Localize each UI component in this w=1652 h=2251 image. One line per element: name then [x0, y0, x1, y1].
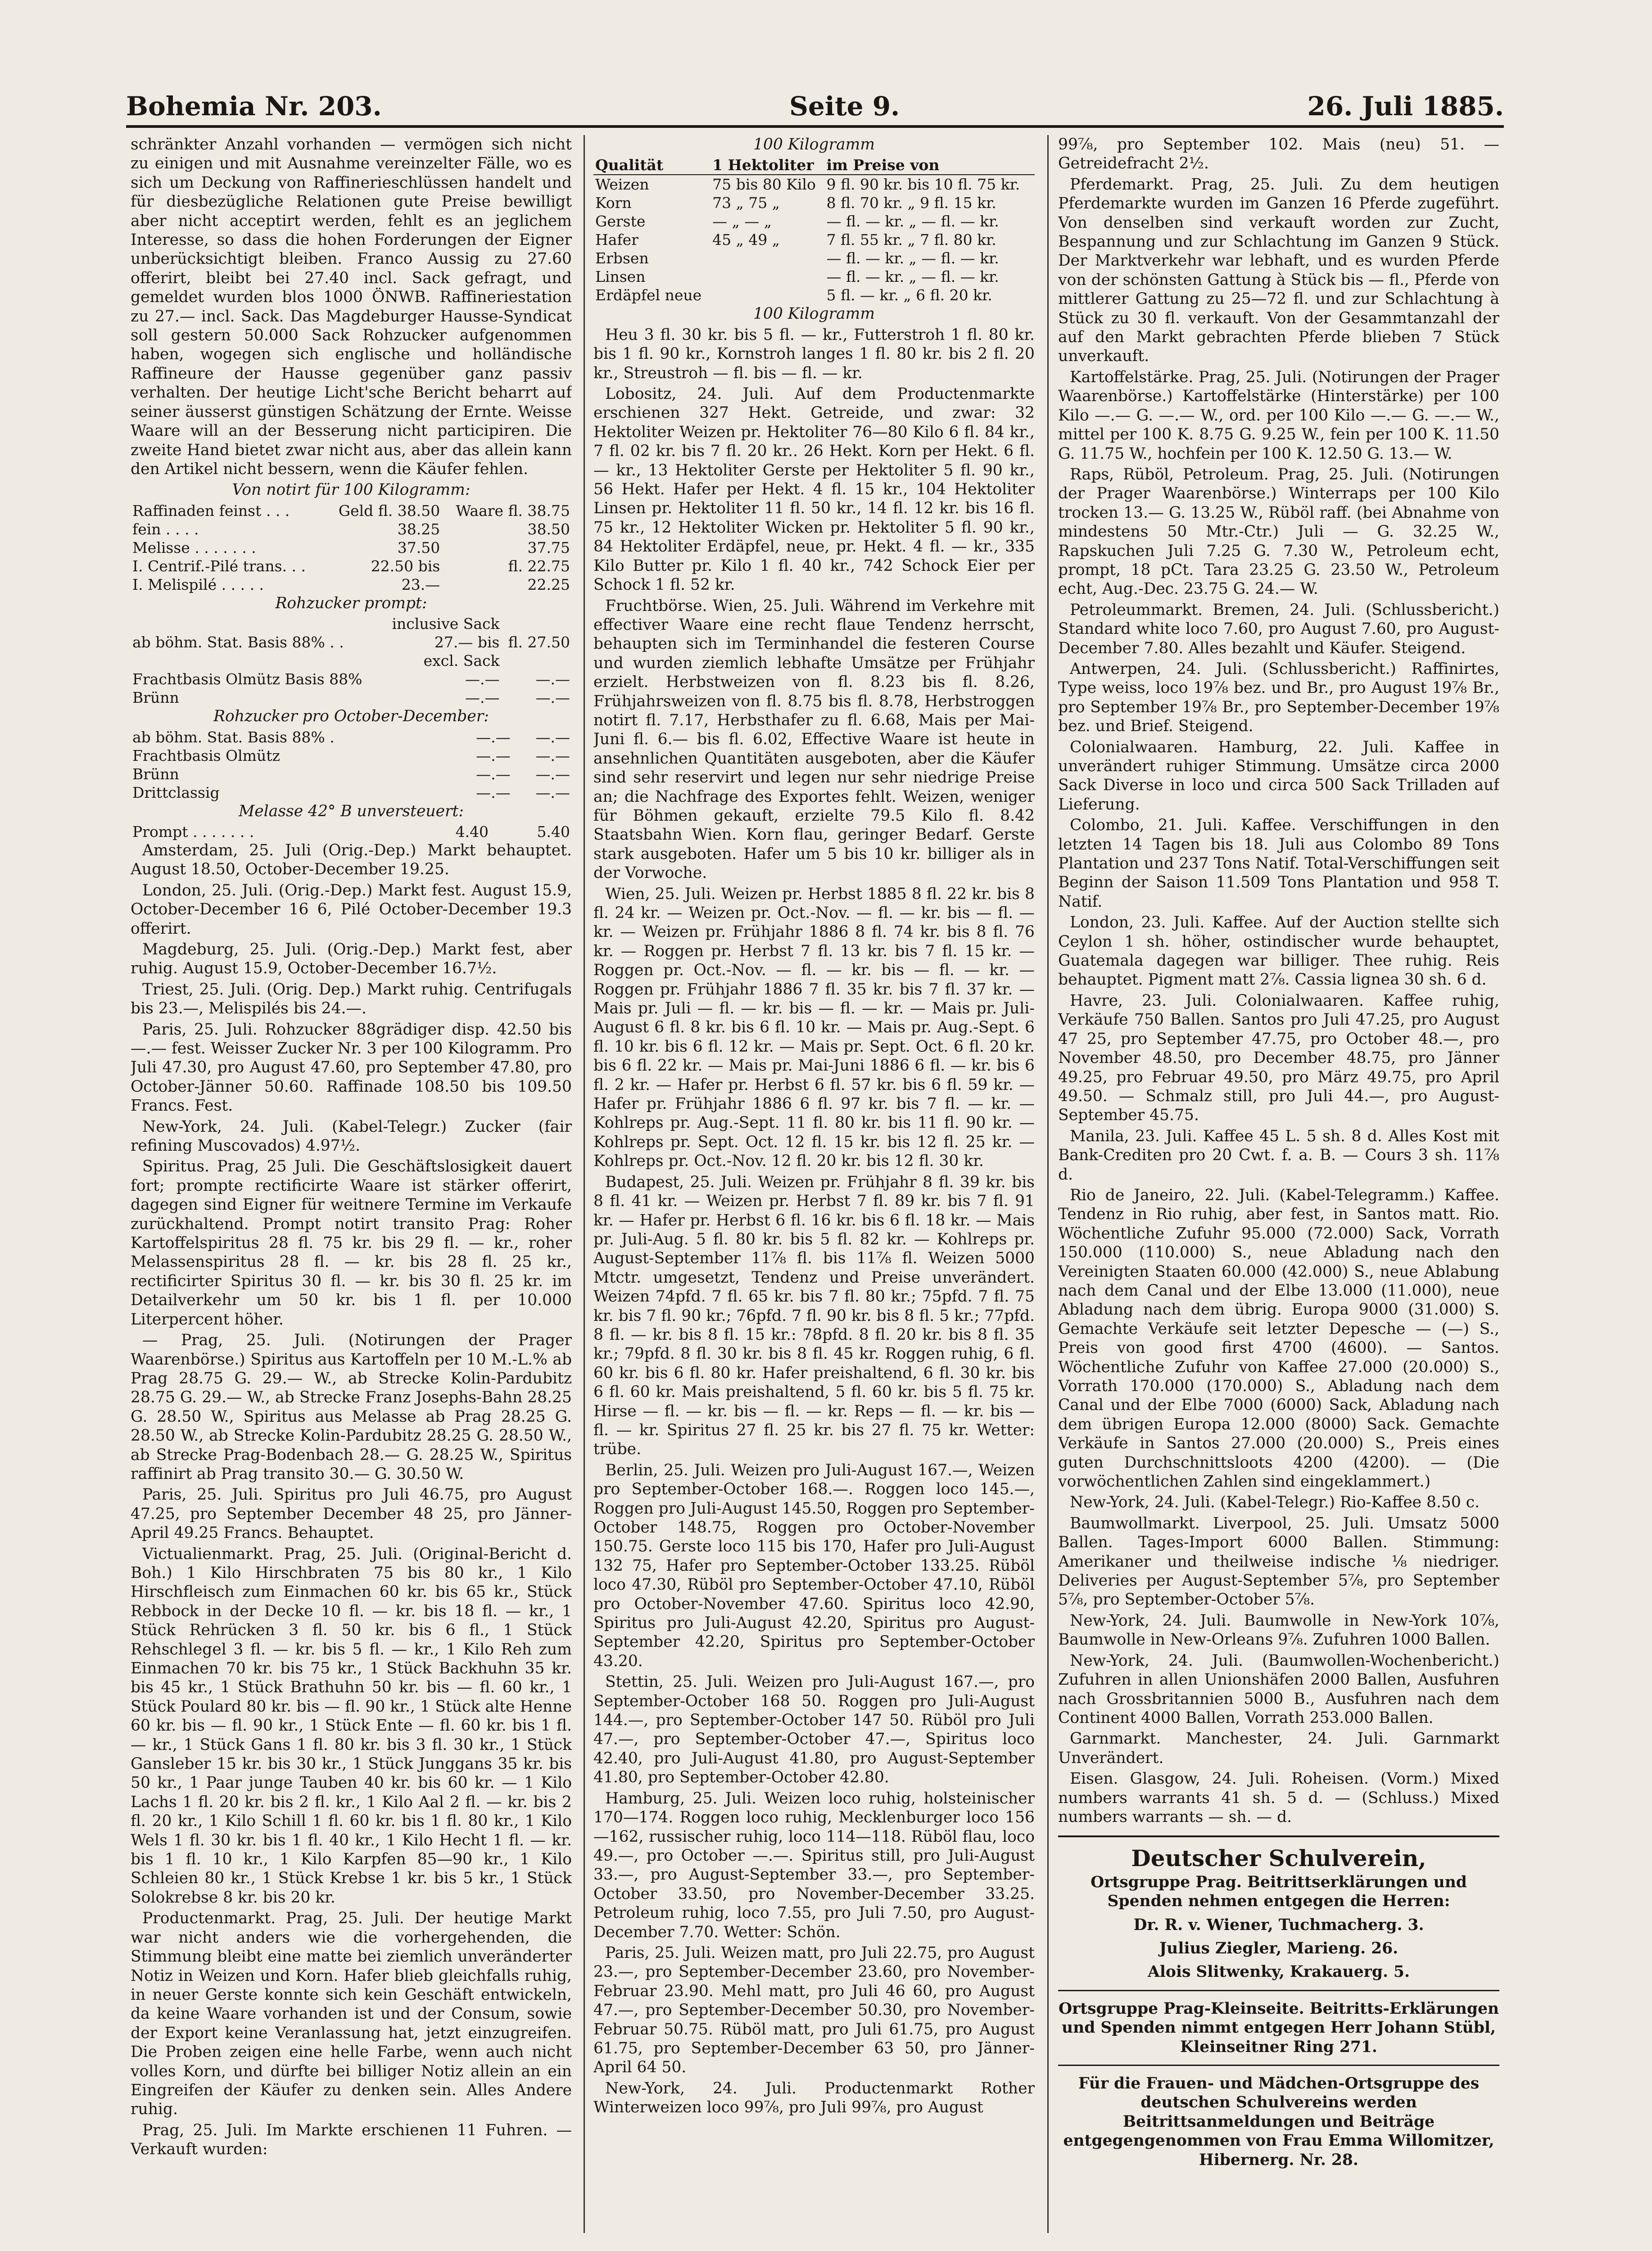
- table-cell: Brünn: [132, 765, 179, 783]
- table-row: [593, 286, 1035, 304]
- masthead-issue: Bohemia Nr. 203.: [126, 91, 382, 122]
- table-cell: — „ — „: [712, 212, 772, 231]
- article-paragraph: Fruchtbörse. Wien, 25. Juli. Während im Verkehre mit effectiver Waare eine recht flaue Tendenz herrscht, behaupten sich im Terminhandel die festeren Course und wurden ziemlich lebhafte Umsätze per Frühjahr erzielt. Herbstweizen von fl. 8.23 bis fl. 8.26, Frühjahrsweizen von fl. 8.75 bis fl. 8.78, Herbstroggen notirt fl. 7.17, Herbsthafer zu fl. 6.68, Mais per Mai-Juni fl. 6.— bis fl. 6.02, Effective Waare ist heute in ansehnlichen Quantitäten ausgeboten, aber die Käufer sind sehr reservirt und legen nur sehr niedrige Preise an; die Nachfrage des Exportes fehlt. Weizen, weniger für Böhmen gekauft, erzielte 79.5 Kilo fl. 8.42 Staatsbahn Wien. Korn flau, geringer Bedarf. Gerste stark ausgeboten. Hafer um 5 bis 10 kr. billiger als in der Vorwoche.: [593, 597, 1035, 882]
- article-paragraph: schränkter Anzahl vorhanden — vermögen sich nicht zu einigen und mit Ausnahme vereinzelter Fälle, wo es sich um Deckung von Raffinerieschlüssen handelt und für diesbezügliche Relationen gute Preise bewilligt aber nicht acceptirt werden, fehlt es an jeglichem Interesse, so dass die hohen Forderungen der Eigner unberücksichtigt bleiben. Franco Aussig zu 27.60 offerirt, bleibt bei 27.40 incl. Sack gefragt, und gemeldet wurden blos 1000 ÖNWB. Raffineriestation zu 27.— incl. Sack. Das Magdeburger Hausse-Syndicat soll gestern 50.000 Sack Rohzucker aufgenommen haben, wogegen sich englische und holländische Raffineure der Hausse gegenüber ganz passiv verhalten. Der heutige Licht'sche Bericht beharrt auf seiner äusserst günstigen Schätzung der Ernte. Weisse Waare will an der Besserung nicht participiren. Die zweite Hand bietet zwar nicht aus, aber das allein kann den Artikel nicht bessern, wenn die Käufer fehlen.: [131, 136, 572, 478]
- article-paragraph: Paris, 25. Juli. Weizen matt, pro Juli 22.75, pro August 23.—, pro September-December 23.60, pro November-Februar 23.90. Mehl matt, pro Juli 46 60, pro August 47.—, pro September-December 50.30, pro November-Februar 50.75. Rüböl matt, pro Juli 61.75, pro August 61.75, pro September-December 63 50, pro Jänner-April 64 50.: [593, 1944, 1035, 2077]
- article-paragraph: Victualienmarkt. Prag, 25. Juli. (Original-Bericht d. Boh.) 1 Kilo Hirschbraten 75 bis 80 kr., 1 Kilo Hirschfleisch zum Einmachen 60 kr. bis 65 kr., Stück Rebbock in der Decke 10 fl. — kr. bis 18 fl. — kr., 1 Stück Rehrücken 3 fl. 50 kr. bis 6 fl., 1 Stück Rehschlegel 3 fl. — kr. bis 5 fl. — kr., 1 Kilo Reh zum Einmachen 70 kr. bis 75 kr., 1 Stück Backhuhn 35 kr. bis 45 kr., 1 Stück Brathuhn 50 kr. bis — fl. 60 kr., 1 Stück Poulard 80 kr. bis — fl. 90 kr., 1 Stück alte Henne 60 kr. bis — fl. 90 kr., 1 Stück Ente — fl. 60 kr. bis 1 fl. — kr., 1 Stück Gans 1 fl. 80 kr. bis 3 fl. 30 kr., 1 Stück Gansleber 15 kr. bis 30 kr., 1 Stück Junggans 35 kr. bis 50 kr., 1 Paar junge Tauben 40 kr. bis 60 kr. — 1 Kilo Lachs 1 fl. 20 kr. bis 2 fl. kr., 1 Kilo Aal 2 fl. — kr. bis 2 fl. 20 kr., 1 Kilo Schill 1 fl. 60 kr. bis 1 fl. 80 kr., 1 Kilo Wels 1 fl. 30 kr. bis 1 fl. 40 kr., 1 Kilo Hecht 1 fl. — kr. bis 1 fl. 10 kr., 1 Kilo Karpfen 85—90 kr., 1 Kilo Schleien 80 kr., 1 Stück Krebse 1 kr. bis 5 kr., 1 Stück Solokrebse 8 kr. bis 20 kr.: [131, 1545, 572, 1907]
- article-paragraph: Raps, Rüböl, Petroleum. Prag, 25. Juli. (Notirungen der Prager Waarenbörse.) Winterraps per 100 Kilo trocken 13.— G. 13.25 W., Rüböl raff. (bei Abnahme von mindestens 50 Mtr.-Ctr.) Juli — G. 32.25 W., Rapskuchen Juli 7.25 G. 7.30 W., Petroleum echt, prompt, 18 pCt. Tara 23.25 G. 23.50 W., Petroleum echt, Aug.-Dec. 23.75 G. 24.— W.: [1058, 465, 1499, 598]
- table-cell: —.—: [535, 746, 570, 764]
- table-cell: Weizen: [595, 176, 649, 194]
- table-row: [131, 765, 572, 783]
- column-1: [131, 135, 572, 2233]
- table-cell: 8 fl. 70 kr. „ 9 fl. 15 kr.: [826, 194, 996, 212]
- table-cell: Gerste: [595, 212, 646, 231]
- table-cell: 38.25: [397, 520, 440, 538]
- table-cell: 27.— bis: [434, 633, 500, 651]
- table-row: [593, 175, 1035, 194]
- advert-contact: Dr. R. v. Wiener, Tuchmacherg. 3.: [1133, 1916, 1424, 1934]
- table-header-cell: 1 Hektoliter: [711, 156, 824, 175]
- advert-text: Für die Frauen- und Mädchen-Ortsgruppe des deutschen Schulvereins werden Beitrittsanmeldungen und Beiträge entgegengenommen von Frau Emma Willomitzer, Hibernerg. Nr. 28.: [1063, 2075, 1494, 2169]
- table-row: [131, 557, 572, 575]
- table-row: [593, 267, 1035, 286]
- article-paragraph: Petroleummarkt. Bremen, 24. Juli. (Schlussbericht.) Standard white loco 7.60, pro August 7.60, pro August-December 7.80. Alles bezahlt und Käufer. Steigend.: [1058, 601, 1499, 657]
- table-cell: 73 „ 75 „: [712, 194, 780, 212]
- article-paragraph: Prag, 25. Juli. Im Markte erschienen 11 Fuhren. — Verkauft wurden:: [131, 2121, 572, 2159]
- section-subtitle: Rohzucker pro October-December:: [213, 707, 489, 726]
- table-cell: 38.50: [527, 520, 570, 538]
- table-cell: [502, 615, 572, 633]
- sugar-price-table: [131, 502, 572, 594]
- table-cell: Geld fl. 38.50: [338, 502, 440, 520]
- section-subtitle: 100 Kilogramm: [753, 305, 875, 323]
- article-paragraph: Eisen. Glasgow, 24. Juli. Roheisen. (Vorm.) Mixed numbers warrants 41 sh. 5 d. — (Schluss.) Mixed numbers warrants — sh. — d.: [1058, 1770, 1499, 1826]
- article-paragraph: New-York, 24. Juli. (Baumwollen-Wochenbericht.) Zufuhren in allen Unionshäfen 2000 Ballen, Ausfuhren nach Grossbritannien 5000 B., Ausfuhren nach dem Continent 4000 Ballen, Vorrath 253.000 Ballen.: [1058, 1651, 1499, 1727]
- masthead-page-number: Seite 9.: [789, 91, 900, 122]
- table-row: [131, 783, 572, 802]
- article-paragraph: Pferdemarkt. Prag, 25. Juli. Zu dem heutigen Pferdemarkte wurden im Ganzen 16 Pferde zugeführt. Von denselben sind verkauft worden zur Zucht, Bespannung und zur Schlachtung im Ganzen 9 Stück. Der Marktverkehr war lebhaft, und es wurden Pferde von der schönsten Gattung à Stück bis — fl., Pferde von mittlerer Gattung zu 25—72 fl. und zur Schlachtung à Stück zu 30 fl. verkauft. Von der Gesammtanzahl der auf den Markt gebrachten Pferde blieben 7 Stück unverkauft.: [1058, 175, 1499, 366]
- table-cell: Frachtbasis Olmütz Basis 88%: [132, 670, 362, 688]
- article-paragraph: Heu 3 fl. 30 kr. bis 5 fl. — kr., Futterstroh 1 fl. 80 kr. bis 1 fl. 90 kr., Kornstroh langes 1 fl. 80 kr. bis 2 fl. 20 kr., Streustroh — fl. bis — fl. — kr.: [593, 325, 1035, 382]
- table-cell: 37.50: [397, 538, 440, 556]
- advert-text: Ortsgruppe Prag-Kleinseite. Beitritts-Erklärungen und Spenden nimmt entgegen Herr Johann Stübl, Kleinseitner Ring 271.: [1058, 1999, 1499, 2056]
- table-cell: 37.75: [527, 538, 570, 556]
- table-cell: 5.40: [537, 823, 570, 841]
- article-paragraph: Kartoffelstärke. Prag, 25. Juli. (Notirungen der Prager Waarenbörse.) Kartoffelstärke (Hinterstärke) per 100 Kilo —.— G. —.— W., ord. per 100 Kilo —.— G. —.— W., mittel per 100 K. 8.75 G. 9.25 W., fein per 100 K. 11.50 G. 11.75 W., hochfein per 100 K. 12.50 G. 13.— W.: [1058, 368, 1499, 463]
- article-paragraph: New-York, 24. Juli. Productenmarkt Rother Winterweizen loco 99⅞, pro Juli 99⅞, pro August: [593, 2079, 1035, 2117]
- table-row: [593, 194, 1035, 212]
- table-cell: 22.25: [527, 575, 570, 593]
- table-row: [131, 633, 572, 651]
- table-cell: —.—: [535, 670, 570, 688]
- table-cell: —.—: [476, 783, 511, 801]
- table-row: [131, 502, 572, 520]
- table-row: [593, 249, 1035, 267]
- article-paragraph: New-York, 24. Juli. (Kabel-Telegr.) Rio-Kaffee 8.50 c.: [1070, 1493, 1480, 1512]
- table-cell: Brünn: [132, 689, 179, 707]
- article-paragraph: Antwerpen, 24. Juli. (Schlussbericht.) Raffinirtes, Type weiss, loco 19⅞ bez. und Br., pro August 19⅞ Br., pro September 19⅞ Br., pro September-December 19⅞ bez. und Brief. Steigend.: [1058, 660, 1499, 736]
- table-cell: —.—: [465, 670, 500, 688]
- advert-divider: [1058, 2065, 1499, 2066]
- table-row: [593, 212, 1035, 231]
- table-cell: — fl. — kr. „ — fl. — kr.: [826, 268, 999, 286]
- article-paragraph: London, 25. Juli. (Orig.-Dep.) Markt fest. August 15.9, October-December 16 6, Pilé October-December 19.3 offerirt.: [131, 881, 572, 938]
- section-subtitle: 100 Kilogramm: [753, 136, 875, 154]
- school-association-advert: [1058, 1835, 1499, 2170]
- table-cell: —.—: [535, 728, 570, 746]
- table-cell: Waare fl. 38.75: [456, 502, 570, 520]
- table-row: [131, 538, 572, 557]
- table-cell: fein . . . .: [132, 520, 199, 538]
- table-cell: Linsen: [595, 268, 646, 286]
- table-cell: fl. 27.50: [508, 633, 570, 651]
- table-cell: [711, 249, 824, 267]
- section-subtitle: Rohzucker prompt:: [275, 594, 427, 612]
- table-cell: Prompt . . . . . . .: [132, 823, 254, 841]
- column-divider: [584, 135, 585, 2233]
- table-cell: [131, 615, 382, 633]
- table-cell: excl. Sack: [423, 652, 500, 670]
- table-cell: —.—: [535, 765, 570, 783]
- masthead: [126, 77, 1504, 128]
- table-cell: Frachtbasis Olmütz: [132, 746, 280, 764]
- table-cell: —.—: [476, 746, 511, 764]
- table-row: [131, 520, 572, 538]
- table-cell: —.—: [476, 728, 511, 746]
- table-cell: ab böhm. Stat. Basis 88% .: [132, 728, 335, 746]
- table-header-cell: Qualität: [593, 156, 711, 175]
- table-cell: [502, 651, 572, 670]
- table-cell: 22.50 bis: [371, 557, 440, 575]
- article-paragraph: Budapest, 25. Juli. Weizen pr. Frühjahr 8 fl. 39 kr. bis 8 fl. 41 kr. — Weizen pr. Herbst 7 fl. 89 kr. bis 7 fl. 91 kr. — Hafer pr. Herbst 6 fl. 16 kr. bis 6 fl. 18 kr. — Mais pr. Juli-Aug. 5 fl. 80 kr. bis 5 fl. 82 kr. — Kohlreps pr. August-September 11⅞ fl. bis 11⅞ fl. Weizen 5000 Mtctr. umgesetzt, Tendenz und Preise unverändert. Weizen 74pfd. 7 fl. 65 kr. bis 7 fl. 80 kr.; 75pfd. 7 fl. 75 kr. bis 7 fl. 90 kr.; 76pfd. 7 fl. 90 kr. bis 8 fl. 5 kr.; 77pfd. 8 fl. — kr. bis 8 fl. 15 kr.: 78pfd. 8 fl. 20 kr. bis 8 fl. 35 kr.; 79pfd. 8 fl. 30 kr. bis 8 fl. 45 kr. Roggen ruhig, 6 fl. 60 kr. bis 6 fl. 80 kr. Hafer preishaltend, 6 fl. 30 kr. bis 6 fl. 60 kr. Mais preishaltend, 5 fl. 60 kr. bis 5 fl. 75 kr. Hirse — fl. — kr. bis — fl. — kr. Reps — fl. — kr. bis — fl. — kr. Spiritus 27 fl. 25 kr. bis 27 fl. 75 kr. Wetter: trübe.: [593, 1173, 1035, 1459]
- table-row: [131, 615, 572, 633]
- section-subtitle: Von notirt für 100 Kilogramm:: [232, 481, 471, 499]
- advert-title: Deutscher Schulverein,: [1131, 1845, 1426, 1872]
- column-3: [1058, 135, 1499, 2233]
- table-cell: 4.40: [455, 823, 489, 841]
- table-cell: — fl. — kr. „ — fl. — kr.: [826, 249, 999, 267]
- table-row: [131, 746, 572, 765]
- table-row: [593, 231, 1035, 249]
- table-cell: I. Centrif.-Pilé trans. . .: [132, 557, 306, 575]
- molasses-table: [131, 823, 572, 841]
- table-cell: — fl. — kr. „ — fl. — kr.: [826, 212, 999, 231]
- article-paragraph: Amsterdam, 25. Juli (Orig.-Dep.) Markt behauptet. August 18.50, October-December 19.25.: [131, 841, 572, 879]
- table-row: [131, 651, 572, 670]
- advert-contact: Alois Slitwenky, Krakauerg. 5.: [1147, 1963, 1410, 1981]
- section-subtitle: Melasse 42° B unversteuert:: [238, 802, 464, 820]
- article-paragraph: Havre, 23. Juli. Colonialwaaren. Kaffee ruhig, Verkäufe 750 Ballen. Santos pro Juli 47.25, pro August 47 25, pro September 47.75, pro October 48.—, pro November 48.50, pro December 48.75, pro Jänner 49.25, pro Februar 49.50, pro März 49.75, pro April 49.50. — Schmalz still, pro Juli 44.—, pro August-September 45.75.: [1058, 991, 1499, 1125]
- table-header-row: [593, 156, 1035, 175]
- table-cell: —.—: [535, 689, 570, 707]
- table-cell: —.—: [465, 689, 500, 707]
- table-cell: Hafer: [595, 231, 638, 249]
- article-paragraph: Rio de Janeiro, 22. Juli. (Kabel-Telegramm.) Kaffee. Tendenz in Rio ruhig, aber fest, in Santos matt. Rio. Wöchentliche Zufuhr 95.000 (72.000) Sack, Vorrath 150.000 (110.000) S., neue Abladung nach den Vereinigten Staaten 60.000 (42.000) S., neue Ablabung nach dem Canal und der Elbe 13.000 (11.000), neue Abladung nach dem übrig. Europa 9000 (31.000) S. Gemachte Verkäufe seit letzter Depesche — (—) S., Preis von good first 4700 (4600). — Santos. Wöchentliche Zufuhr von Kaffee 27.000 (20.000) S., Vorrath 170.000 (170.000) S., Abladung nach dem Canal und der Elbe 7000 (6000) Sack, Abladung nach dem übrigen Europa 12.000 (8000) Sack. Gemachte Verkäufe in Santos 27.000 (20.000) S., Preis eines guten Durchschnittsloots 4200 (4200). — (Die vorwöchentlichen Zahlen sind eingeklammert.): [1058, 1186, 1499, 1491]
- article-paragraph: Garnmarkt. Manchester, 24. Juli. Garnmarkt Unverändert.: [1058, 1730, 1499, 1767]
- advert-divider: [1058, 1990, 1499, 1991]
- article-paragraph: Spiritus. Prag, 25 Juli. Die Geschäftslosigkeit dauert fort; prompte rectificirte Waare ist stärker offerirt, dagegen sind Eigner für weitnere Termine im Verkaufe zurückhaltend. Prompt notirt transito Prag: Roher Kartoffelspiritus 28 fl. 75 kr. bis 29 fl. — kr., roher Melassenspiritus 28 fl. — kr. bis 28 fl. 25 kr., rectificirter Spiritus 30 fl. — kr. bis 30 fl. 25 kr. im Detailverkehr um 50 kr. bis 1 fl. per 10.000 Literpercent höher.: [131, 1157, 572, 1329]
- raw-sugar-forward-table: [131, 728, 572, 802]
- article-paragraph: Paris, 25. Juli. Spiritus pro Juli 46.75, pro August 47.25, pro September December 48 25, pro Jänner-April 49.25 Francs. Behauptet.: [131, 1486, 572, 1542]
- table-cell: 45 „ 49 „: [712, 231, 780, 249]
- column-divider: [1047, 135, 1049, 2233]
- table-cell: fl. 22.75: [508, 557, 570, 575]
- article-paragraph: Colombo, 21. Juli. Kaffee. Verschiffungen in den letzten 14 Tagen bis 18. Juli aus Colombo 89 Tons Plantation und 237 Tons Natif. Total-Verschiffungen seit Beginn der Saison 11.509 Tons Plantation und 958 T. Natif.: [1058, 816, 1499, 911]
- table-cell: [711, 267, 824, 286]
- table-cell: Erdäpfel neue: [595, 286, 702, 304]
- table-cell: —.—: [476, 765, 511, 783]
- article-paragraph: London, 23. Juli. Kaffee. Auf der Auction stellte sich Ceylon 1 sh. höher, ostindischer wurde behauptet, Guatemala dagegen war billiger. Thee ruhig. Reis behauptet. Pigment matt 2⅞. Cassia lignea 30 sh. 6 d.: [1058, 913, 1499, 989]
- article-paragraph: Baumwollmarkt. Liverpool, 25. Juli. Umsatz 5000 Ballen. Tages-Import 6000 Ballen. Stimmung: Amerikaner und theilweise indische ⅛ niedriger. Deliveries per August-September 5⅞, pro September 5⅞, pro September-October 5⅞.: [1058, 1514, 1499, 1609]
- article-paragraph: 99⅞, pro September 102. Mais (neu) 51. — Getreidefracht 2½.: [1058, 136, 1499, 173]
- table-cell: inclusive Sack: [392, 615, 500, 633]
- masthead-date: 26. Juli 1885.: [1307, 91, 1504, 122]
- table-cell: Melisse . . . . . . .: [132, 538, 256, 556]
- raw-sugar-table: [131, 615, 572, 707]
- article-paragraph: Berlin, 25. Juli. Weizen pro Juli-August 167.—, Weizen pro September-October 168.—. Roggen loco 145.—, Roggen pro Juli-August 145.50, Roggen pro September-October 148.75, Roggen pro October-November 150.75. Gerste loco 115 bis 170, Hafer pro Juli-August 132 75, Hafer pro September-October 133.25. Rüböl loco 47.30, Rüböl pro September-October 47.10, Rüböl pro October-November 47.60. Spiritus loco 42.90, Spiritus pro Juli-August 42.20, Spiritus pro August-September 42.20, Spiritus pro September-October 43.20.: [593, 1461, 1035, 1670]
- article-paragraph: Colonialwaaren. Hamburg, 22. Juli. Kaffee in unverändert ruhiger Stimmung. Umsätze circa 2000 Sack Diverse in loco und circa 500 Sack Trilladen auf Lieferung.: [1058, 738, 1499, 814]
- article-paragraph: Hamburg, 25. Juli. Weizen loco ruhig, holsteinischer 170—174. Roggen loco ruhig, Mecklenburger loco 156—162, russischer ruhig, loco 114—118. Rüböl flau, loco 49.—, pro October —.—. Spiritus still, pro Juli-August 33.—, pro August-September 33.—, pro September-October 33.50, pro November-December 33.25. Petroleum ruhig, loco 7.55, pro Juli 7.50, pro August-December 7.70. Wetter: Schön.: [593, 1789, 1035, 1941]
- article-paragraph: — Prag, 25. Juli. (Notirungen der Prager Waarenbörse.) Spiritus aus Kartoffeln per 10 M.-L.% ab Prag 28.75 G. 29.— W., ab Strecke Kolin-Pardubitz 28.75 G. 29.— W., ab Strecke Franz Josephs-Bahn 28.25 G. 28.50 W., Spiritus aus Melasse ab Prag 28.25 G. 28.50 W., ab Strecke Kolin-Pardubitz 28.25 G. 28.50 W., ab Strecke Prag-Bodenbach 28.— G. 28.25 W., Spiritus raffinirt ab Prag transito 30.— G. 30.50 W.: [131, 1331, 572, 1483]
- table-cell: ab böhm. Stat. Basis 88% . .: [132, 633, 344, 651]
- table-cell: 5 fl. — kr. „ 6 fl. 20 kr.: [826, 286, 992, 304]
- table-cell: —.—: [535, 783, 570, 801]
- table-cell: Erbsen: [595, 249, 649, 267]
- table-row: [131, 688, 572, 707]
- article-paragraph: Triest, 25. Juli. (Orig. Dep.) Markt ruhig. Centrifugals bis 23.—, Melispilés bis 24.—.: [131, 980, 572, 1018]
- article-paragraph: Lobositz, 24. Juli. Auf dem Productenmarkte erschienen 327 Hekt. Getreide, und zwar: 32 Hektoliter Weizen pr. Hektoliter 76—80 Kilo 6 fl. 84 kr., 7 fl. 02 kr. bis 7 fl. 20 kr.. 26 Hekt. Korn per Hekt. 6 fl. — kr., 13 Hektoliter Gerste per Hektoliter 5 fl. 90 kr., 56 Hekt. Hafer per Hekt. 4 fl. 15 kr., 104 Hektoliter Linsen pr. Hektoliter 11 fl. 50 kr., 14 fl. 12 kr. bis 16 fl. 75 kr., 12 Hektoliter Wicken pr. Hektoliter 5 fl. 90 kr., 84 Hektoliter Erdäpfel, neue, pr. Hekt. 4 fl. — kr., 335 Kilo Butter pr. Kilo 1 fl. 40 kr., 742 Schock Eier per Schock 1 fl. 52 kr.: [593, 385, 1035, 594]
- table-row: [131, 670, 572, 688]
- article-paragraph: New-York, 24. Juli. Baumwolle in New-York 10⅞, Baumwolle in New-Orleans 9⅞. Zufuhren 1000 Ballen.: [1058, 1611, 1499, 1649]
- table-header-cell: im Preise von: [824, 156, 1035, 175]
- grain-price-table: [593, 156, 1035, 304]
- table-cell: 7 fl. 55 kr. „ 7 fl. 80 kr.: [826, 231, 996, 249]
- table-cell: Drittclassig: [132, 783, 220, 801]
- article-paragraph: Magdeburg, 25. Juli. (Orig.-Dep.) Markt fest, aber ruhig. August 15.9, October-December 16.7½.: [131, 940, 572, 978]
- table-cell: [711, 286, 824, 304]
- table-cell: I. Melispilé . . . . .: [132, 575, 264, 593]
- article-paragraph: Stettin, 25. Juli. Weizen pro Juli-August 167.—, pro September-October 168 50. Roggen pro Juli-August 144.—, pro September-October 147 50. Rüböl pro Juli 47.—, pro September-October 47.—, Spiritus loco 42.40, pro Juli-August 41.80, pro August-September 41.80, pro September-October 42.80.: [593, 1673, 1035, 1787]
- table-cell: [131, 651, 382, 670]
- advert-text: Ortsgruppe Prag. Beitrittserklärungen und Spenden nehmen entgegen die Herren:: [1091, 1873, 1467, 1911]
- table-cell: Korn: [595, 194, 632, 212]
- article-paragraph: Paris, 25. Juli. Rohzucker 88grädiger disp. 42.50 bis —.— fest. Weisser Zucker Nr. 3 per 100 Kilogramm. Pro Juli 47.30, pro August 47.60, pro September 47.80, pro October-Jänner 50.60. Raffinade 108.50 bis 109.50 Francs. Fest.: [131, 1020, 572, 1115]
- table-cell: 9 fl. 90 kr. bis 10 fl. 75 kr.: [826, 176, 1020, 194]
- table-row: [131, 575, 572, 594]
- article-paragraph: New-York, 24. Juli. (Kabel-Telegr.) Zucker (fair refining Muscovados) 4.97½.: [131, 1117, 572, 1155]
- table-row: [131, 728, 572, 746]
- article-paragraph: Manila, 23. Juli. Kaffee 45 L. 5 sh. 8 d. Alles Kost mit Bank-Crediten pro 20 Cwt. f. a. B. — Cours 3 sh. 11⅞ d.: [1058, 1127, 1499, 1184]
- table-cell: Raffinaden feinst . . .: [132, 502, 290, 520]
- advert-contact: Julius Ziegler, Marieng. 26.: [1159, 1939, 1399, 1957]
- article-paragraph: Productenmarkt. Prag, 25. Juli. Der heutige Markt war nicht anders wie die vorhergehenden, die Stimmung bleibt eine matte bei ziemlich unveränderter Notiz in Weizen und Korn. Hafer blieb gleichfalls ruhig, in neuer Gerste konnte sich kein Geschäft entwickeln, da keine Waare vorhanden ist und der Consum, sowie der Export keine Veranlassung hat, jetzt einzugreifen. Die Proben zeigen eine helle Farbe, wenn auch nicht volles Korn, und dürfte bei billiger Notiz allein an ein Eingreifen der Käufer zu denken sein. Alles Andere ruhig.: [131, 1909, 572, 2119]
- table-cell: 23.—: [401, 575, 440, 593]
- table-row: [131, 823, 572, 841]
- column-2: [593, 135, 1035, 2233]
- article-paragraph: Wien, 25. Juli. Weizen pr. Herbst 1885 8 fl. 22 kr. bis 8 fl. 24 kr. — Weizen pr. Oct.-Nov. — fl. — kr. bis — fl. — kr. — Weizen pr. Frühjahr 1886 8 fl. 74 kr. bis 8 fl. 76 kr. — Roggen pr. Herbst 7 fl. 13 kr. bis 7 fl. 15 kr. — Roggen pr. Oct.-Nov. — fl. — kr. bis — fl. — kr. — Roggen pr. Frühjahr 1886 7 fl. 35 kr. bis 7 fl. 37 kr. — Mais pr. Juli — fl. — kr. bis — fl. — kr. — Mais pr. Juli-August 6 fl. 8 kr. bis 6 fl. 10 kr. — Mais pr. Aug.-Sept. 6 fl. 10 kr. bis 6 fl. 12 kr. — Mais pr. Sept. Oct. 6 fl. 20 kr. bis 6 fl. 22 kr. — Mais pr. Mai-Juni 1886 6 fl. — kr. bis 6 fl. 2 kr. — Hafer pr. Herbst 6 fl. 57 kr. bis 6 fl. 59 kr. — Hafer pr. Frühjahr 1886 6 fl. 97 kr. bis 7 fl. — kr. — Kohlreps pr. Aug.-Sept. 11 fl. 80 kr. bis 11 fl. 90 kr. — Kohlreps pr. Sept. Oct. 12 fl. 15 kr. bis 12 fl. 25 kr. — Kohlreps pr. Oct.-Nov. 12 fl. 20 kr. bis 12 fl. 30 kr.: [593, 885, 1035, 1171]
- table-cell: 75 bis 80 Kilo: [712, 176, 816, 194]
